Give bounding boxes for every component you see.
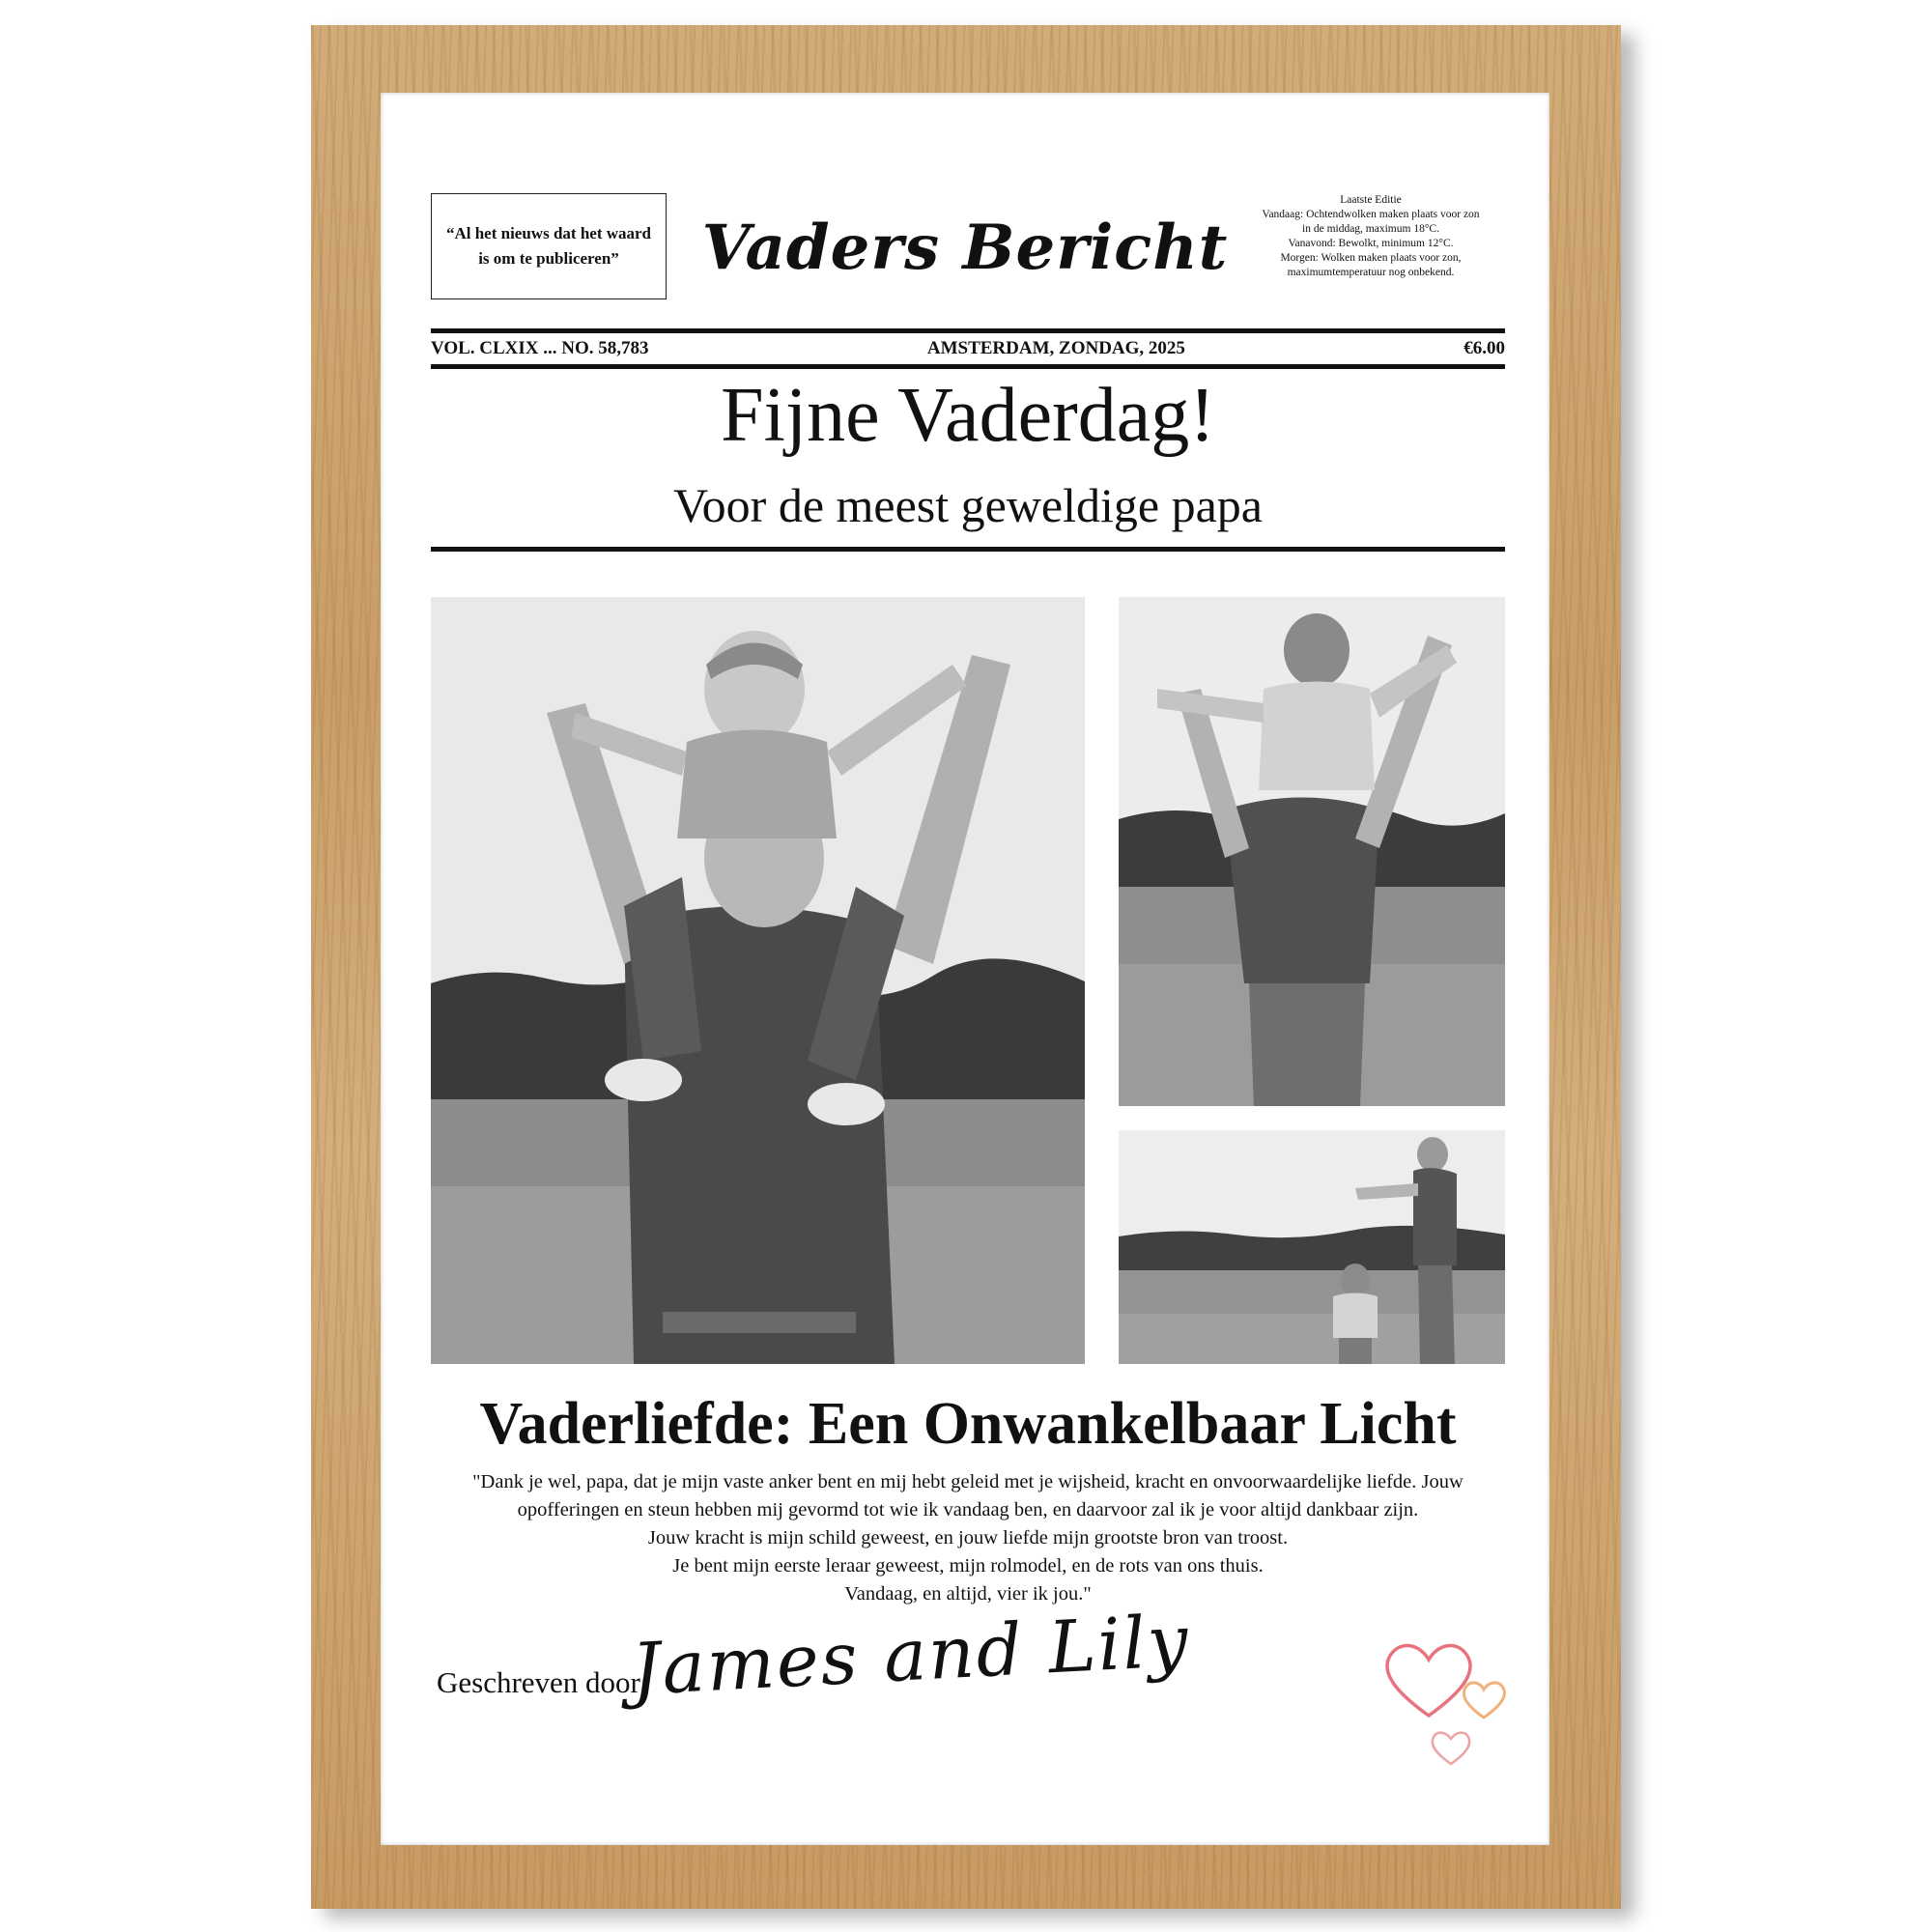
article-paragraph: Vandaag, en altijd, vier ik jou." [844,1583,1092,1605]
article-paragraph: "Dank je wel, papa, dat je mijn vaste anker bent en mij hebt geleid met je wijsheid, kracht en onvoorwaardelijke liefde. Jouw opofferingen en steun hebben mij gevormd tot wie ik vandaag ben, en daarvoor zal ik je voor altijd dankbaar zijn. [472,1471,1463,1520]
newspaper-page [381,93,1549,1845]
wooden-frame [311,25,1621,1909]
dateline [431,337,1505,360]
hearts-icon [1376,1629,1520,1774]
weather-line: Laatste Editie [1340,194,1402,206]
bottom-right-photo [1119,1130,1505,1364]
article-paragraph: Je bent mijn eerste leraar geweest, mijn rolmodel, en de rots van ons thuis. [672,1555,1264,1577]
father-son-shoulders-photo [431,597,1085,1364]
weather-box [1250,193,1492,280]
masthead-title: Vaders Bericht [701,212,1229,284]
top-rule [431,328,1505,333]
motto-text: “Al het nieuws dat het waard is om te publiceren” [445,224,652,268]
byline-label: Geschreven door: [437,1665,649,1699]
headline: Fijne Vaderdag! [721,373,1215,458]
weather-line: in de middag, maximum 18°C. [1302,223,1439,235]
weather-line: Morgen: Wolken maken plaats voor zon, [1280,252,1462,264]
motto-box [431,193,667,299]
weather-line: maximumtemperatuur nog onbekend. [1287,267,1455,278]
weather-line: Vanavond: Bewolkt, minimum 12°C. [1288,238,1454,249]
father-son-walking-photo [1119,1130,1505,1364]
price: €6.00 [1463,338,1505,358]
article-title: Vaderliefde: Een Onwankelbaar Licht [479,1391,1457,1457]
father-son-back-view-photo [1119,597,1505,1106]
weather-line: Vandaag: Ochtendwolken maken plaats voor zon [1262,209,1480,220]
byline-signature: James and Lily [629,1599,1192,1712]
article-paragraph: Jouw kracht is mijn schild geweest, en jouw liefde mijn grootste bron van troost. [647,1527,1289,1548]
place-date: AMSTERDAM, ZONDAG, 2025 [926,338,1185,358]
volume-number: VOL. CLXIX ... NO. 58,783 [431,338,649,358]
main-photo [431,597,1085,1364]
subheadline: Voor de meest geweldige papa [673,478,1263,532]
article-body [464,1468,1472,1608]
headline-rule [431,547,1505,552]
top-right-photo [1119,597,1505,1106]
